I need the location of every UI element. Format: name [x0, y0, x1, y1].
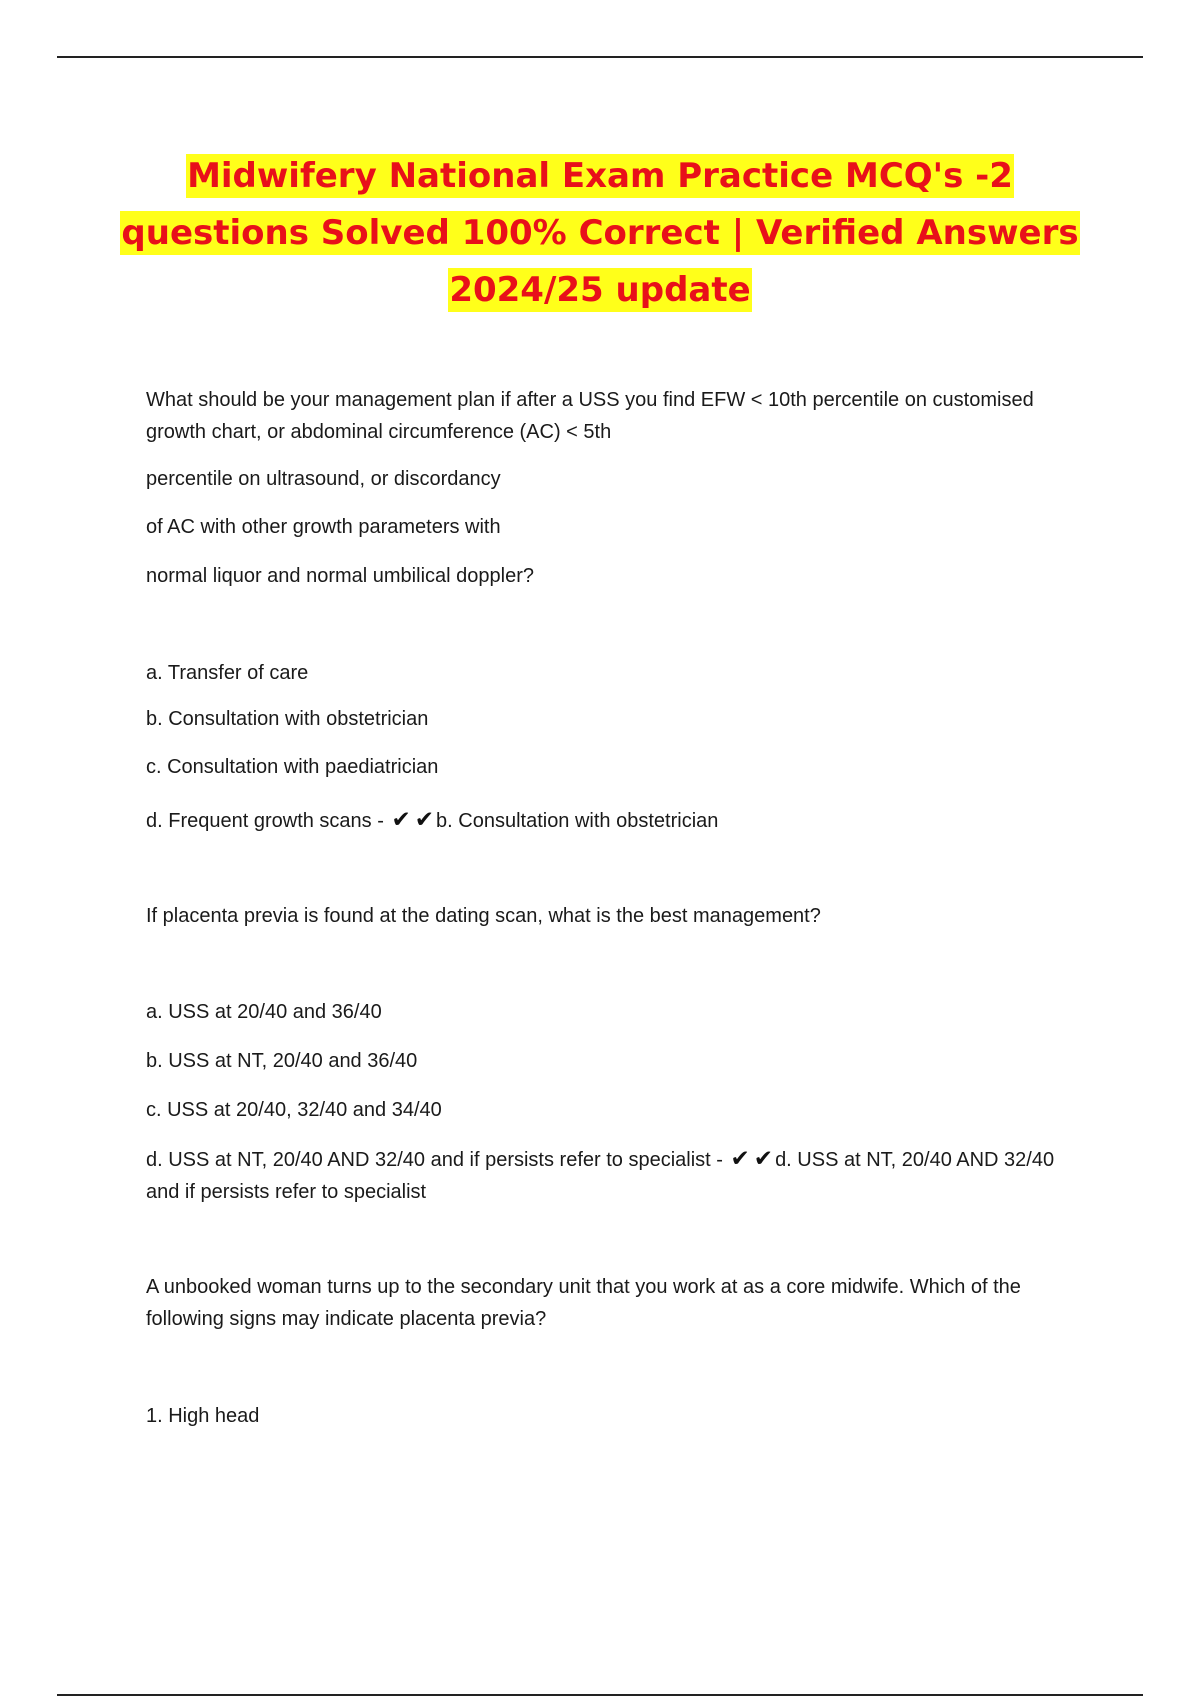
q3-text: A unbooked woman turns up to the secondary unit that you work at as a core midwife. Which of the following signs may indicate placenta previa? [146, 1276, 1021, 1330]
q1-text-line-4: normal liquor and normal umbilical doppler? [146, 565, 534, 587]
q2-option-d-row [146, 1143, 1066, 1208]
q3-option-1: 1. High head [146, 1405, 260, 1427]
q2-answer: d. USS at NT, 20/40 AND 32/40 and if persists refer to specialist [146, 1149, 1055, 1203]
q2-option-d: d. USS at NT, 20/40 AND 32/40 and if persists refer to specialist - [146, 1149, 723, 1171]
q1-option-a: a. Transfer of care [146, 662, 309, 684]
header-rule [57, 56, 1143, 58]
footer-rule [57, 1694, 1143, 1696]
checkmark-icon: ✔ [391, 807, 411, 833]
title-line-3: 2024/25 update [449, 270, 751, 310]
q1-answer: b. Consultation with obstetrician [436, 810, 719, 832]
document-title [100, 148, 1100, 319]
title-line-2: questions Solved 100% Correct | Verified Answers [121, 213, 1079, 253]
checkmark-icon: ✔ [730, 1146, 750, 1172]
checkmark-icon: ✔ [414, 807, 435, 833]
checkmark-icon: ✔ [753, 1146, 774, 1172]
q1-text-line-3: of AC with other growth parameters with [146, 516, 501, 538]
q2-option-c: c. USS at 20/40, 32/40 and 34/40 [146, 1099, 442, 1121]
q1-option-d-row [146, 804, 718, 837]
q1-text-line-2: percentile on ultrasound, or discordancy [146, 468, 501, 490]
title-line-1: Midwifery National Exam Practice MCQ's -2 [187, 156, 1013, 196]
q2-option-b: b. USS at NT, 20/40 and 36/40 [146, 1050, 418, 1072]
q1-option-b: b. Consultation with obstetrician [146, 708, 429, 730]
q1-option-d: d. Frequent growth scans - [146, 810, 384, 832]
q2-option-a: a. USS at 20/40 and 36/40 [146, 1001, 382, 1023]
q1-option-c: c. Consultation with paediatrician [146, 756, 439, 778]
q2-text: If placenta previa is found at the dating scan, what is the best management? [146, 905, 821, 927]
q1-text-line-1: What should be your management plan if after a USS you find EFW < 10th percentile on customised growth chart, or abdominal circumference (AC) < 5th [146, 389, 1034, 443]
